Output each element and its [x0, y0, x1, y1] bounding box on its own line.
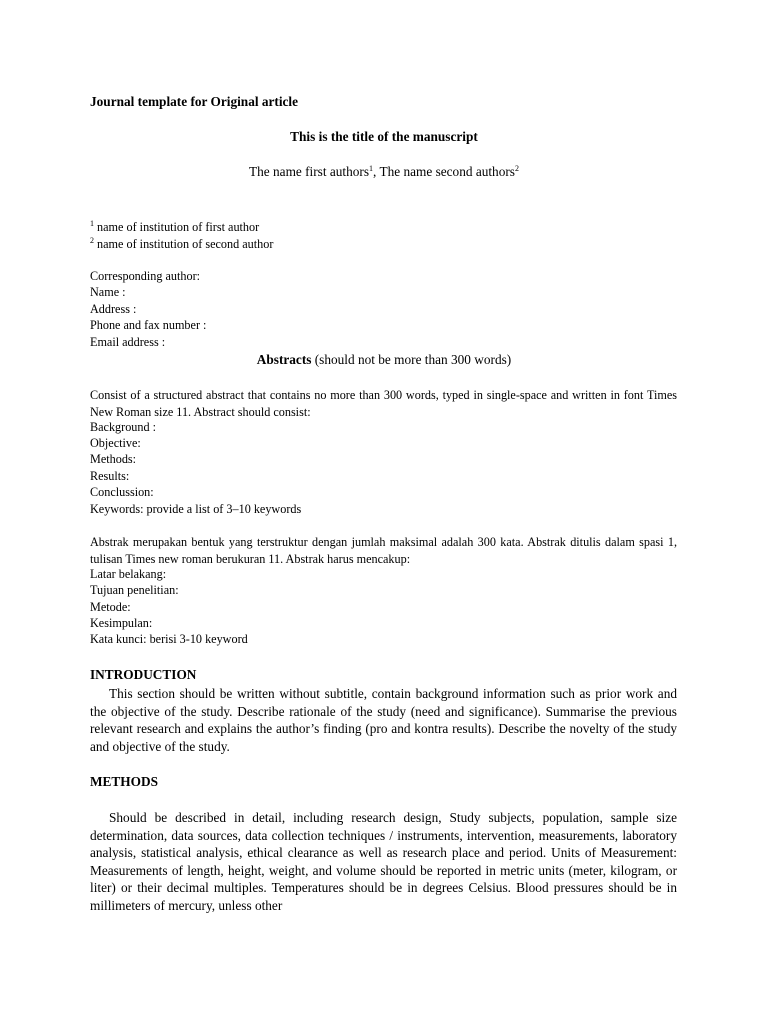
corresponding-phone: Phone and fax number : [90, 318, 207, 332]
abstract-english-item: Objective: [90, 436, 141, 450]
affiliation-1-superscript: 1 [90, 219, 94, 228]
abstract-word-limit-note: (should not be more than 300 words) [311, 352, 512, 367]
abstract-indonesian-item: Kata kunci: berisi 3-10 keyword [90, 632, 248, 646]
corresponding-heading: Corresponding author: [90, 269, 201, 283]
abstract-indonesian-intro: Abstrak merupakan bentuk yang terstruktur dengan jumlah maksimal adalah 300 kata. Abstrak ditulis dalam spasi 1, tulisan Times new roman berukuran 11. Abstrak harus mencakup: [90, 535, 677, 566]
affiliation-2 [90, 237, 273, 252]
manuscript-title: This is the title of the manuscript [290, 129, 478, 144]
second-author-superscript: 2 [514, 164, 519, 173]
introduction-heading: INTRODUCTION [90, 667, 197, 682]
abstract-english-item: Methods: [90, 452, 137, 466]
methods-body: Should be described in detail, including research design, Study subjects, population, sample size determination, data sources, data collection techniques / instruments, intervention, measurements, laboratory analysis, statistical analysis, ethical clearance as well as research place and period. Units of Measurement: Measurements of length, height, weight, and volume should be reported in metric units (meter, kilogram, or liter) or their decimal multiples. Temperatures should be in degrees Celsius. Blood pressures should be in millimeters of mercury, unless other [90, 810, 677, 913]
abstract-english-intro: Consist of a structured abstract that contains no more than 300 words, typed in single-space and written in font Times New Roman size 11. Abstract should consist: [90, 388, 677, 419]
author-line [0, 164, 768, 180]
abstract-indonesian-item: Tujuan penelitian: [90, 583, 179, 597]
corresponding-name: Name : [90, 285, 126, 299]
first-author: The name first authors [249, 164, 370, 179]
introduction-body: This section should be written without subtitle, contain background information such as prior work and the objective of the study. Describe rationale of the study (need and significance). Summarise the previous relevant research and explains the author’s finding (pro and kontra results). Describe the novelty of the study and objective of the study. [90, 686, 677, 754]
abstract-indonesian-item: Kesimpulan: [90, 616, 153, 630]
affiliation-1 [90, 220, 259, 235]
abstract-indonesian-item: Latar belakang: [90, 567, 167, 581]
abstract-english-item: Keywords: provide a list of 3–10 keywords [90, 502, 302, 516]
abstract-english-item: Background : [90, 420, 157, 434]
abstract-indonesian-item: Metode: [90, 600, 131, 614]
affiliation-2-superscript: 2 [90, 236, 94, 245]
abstract-heading-line [0, 352, 768, 368]
second-author: The name second authors [379, 164, 515, 179]
affiliation-2-text: name of institution of second author [94, 237, 274, 251]
abstract-english-item: Conclussion: [90, 485, 154, 499]
author-separator: , [373, 164, 380, 179]
methods-heading: METHODS [90, 774, 158, 789]
corresponding-email: Email address : [90, 335, 166, 349]
template-label: Journal template for Original article [90, 94, 299, 109]
first-author-superscript: 1 [369, 164, 374, 173]
abstract-english-item: Results: [90, 469, 130, 483]
abstract-heading: Abstracts [256, 352, 312, 367]
corresponding-address: Address : [90, 302, 137, 316]
affiliation-1-text: name of institution of first author [94, 220, 260, 234]
